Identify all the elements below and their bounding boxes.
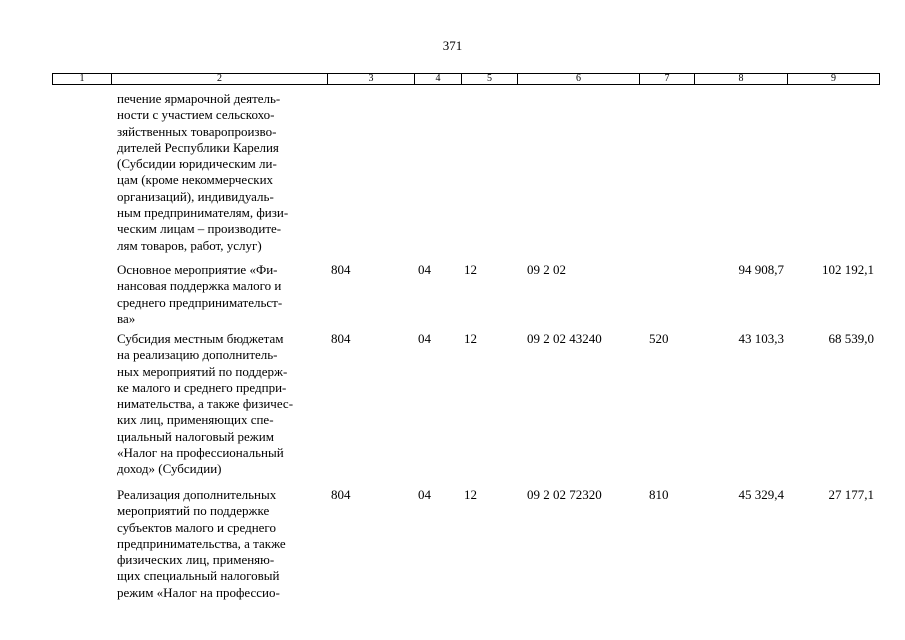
description-line: на реализацию дополнитель- [117, 347, 278, 363]
cell-expense-type: 520 [649, 331, 669, 346]
cell-ministry-code: 804 [331, 262, 351, 277]
cell-target-article: 09 2 02 43240 [527, 331, 602, 346]
description-line: нансовая поддержка малого и [117, 278, 282, 294]
column-header-6: 6 [518, 74, 640, 85]
row-description [117, 91, 327, 254]
cell-subsection: 12 [464, 487, 477, 502]
cell-amount-1: 45 329,4 [738, 487, 784, 502]
description-line: ких лиц, применяющих спе- [117, 412, 274, 428]
row-description [117, 262, 327, 327]
cell-amount-1: 43 103,3 [738, 331, 784, 346]
cell-subsection: 12 [464, 331, 477, 346]
cell-subsection: 12 [464, 262, 477, 277]
description-line: ке малого и среднего предпри- [117, 379, 287, 395]
description-line: Основное мероприятие «Фи- [117, 262, 278, 277]
cell-target-article: 09 2 02 [527, 262, 566, 277]
cell-section: 04 [418, 262, 431, 277]
column-header-7: 7 [640, 74, 695, 85]
description-line: дителей Республики Карелия [117, 139, 279, 155]
cell-ministry-code: 804 [331, 487, 351, 502]
description-line: «Налог на профессиональный [117, 445, 284, 461]
description-line: предпринимательства, а также [117, 535, 286, 551]
description-line: цам (кроме некоммерческих [117, 172, 274, 188]
column-header-2: 2 [112, 74, 328, 85]
description-line: ным предпринимателям, физи- [117, 205, 289, 221]
description-line: щих специальный налоговый [117, 568, 280, 584]
description-line: ческим лицам – производите- [117, 221, 282, 237]
column-header-5: 5 [462, 74, 518, 85]
cell-amount-2: 102 192,1 [822, 262, 874, 277]
description-line: физических лиц, применяю- [117, 552, 275, 568]
cell-amount-1: 94 908,7 [738, 262, 784, 277]
description-line: мероприятий по поддержке [117, 503, 270, 519]
cell-section: 04 [418, 331, 431, 346]
description-line: Реализация дополнительных [117, 487, 277, 502]
description-line: (Субсидии юридическим ли- [117, 156, 277, 172]
cell-amount-2: 68 539,0 [828, 331, 874, 346]
table-header [52, 73, 880, 85]
description-line: организаций), индивидуаль- [117, 188, 274, 204]
description-line: циальный налоговый режим [117, 428, 274, 444]
row-description [117, 487, 327, 601]
column-header-8: 8 [695, 74, 788, 85]
row-description [117, 331, 327, 478]
description-line: среднего предпринимательст- [117, 294, 283, 310]
page-number: 371 [442, 38, 463, 53]
description-line: Субсидия местным бюджетам [117, 331, 284, 346]
cell-section: 04 [418, 487, 431, 502]
column-header-4: 4 [415, 74, 462, 85]
description-line: ности с участием сельскохо- [117, 107, 275, 123]
description-line: нимательства, а также физичес- [117, 396, 294, 412]
column-header-3: 3 [328, 74, 415, 85]
description-line: зяйственных товаропроизво- [117, 123, 277, 139]
column-header-1: 1 [53, 74, 112, 85]
description-line: доход» (Субсидии) [117, 461, 222, 477]
description-line: печение ярмарочной деятель- [117, 91, 281, 106]
description-line: субъектов малого и среднего [117, 519, 276, 535]
cell-target-article: 09 2 02 72320 [527, 487, 602, 502]
description-line: ва» [117, 310, 136, 326]
cell-ministry-code: 804 [331, 331, 351, 346]
description-line: лям товаров, работ, услуг) [117, 237, 262, 253]
cell-expense-type: 810 [649, 487, 669, 502]
cell-amount-2: 27 177,1 [828, 487, 874, 502]
description-line: режим «Налог на профессио- [117, 584, 280, 600]
description-line: ных мероприятий по поддерж- [117, 363, 288, 379]
column-header-9: 9 [788, 74, 880, 85]
